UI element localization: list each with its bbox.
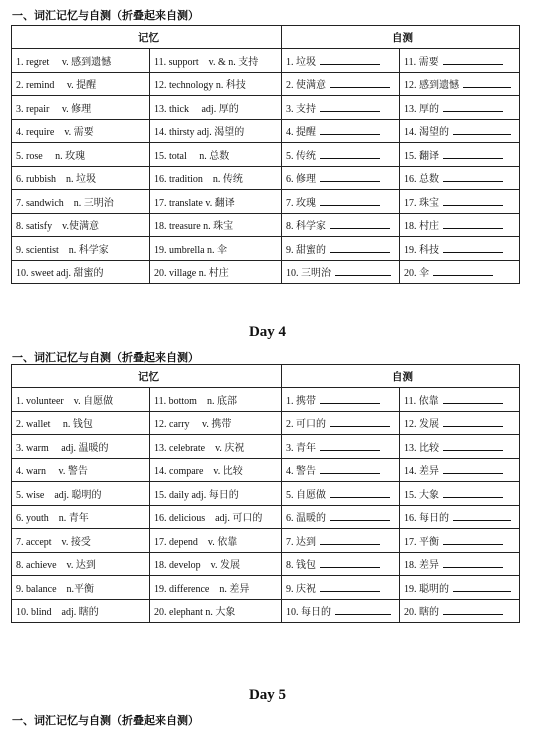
memory-entry: [12, 72, 150, 96]
test-prompt-text: 8. 科学家: [286, 221, 326, 233]
memory-entry-text: 15. daily adj. 每日的: [154, 489, 239, 501]
test-prompt-text: 4. 警告: [286, 466, 316, 478]
memory-entry-text: 7. accept v. 接受: [16, 536, 91, 548]
test-prompt: [400, 505, 520, 529]
test-prompt-text: 17. 平衡: [404, 536, 439, 548]
answer-blank[interactable]: [330, 488, 390, 498]
memory-entry: [12, 260, 150, 284]
test-prompt-text: 3. 支持: [286, 103, 316, 115]
memory-entry: [12, 505, 150, 529]
memory-entry: [12, 435, 150, 459]
memory-entry: [150, 72, 282, 96]
answer-blank[interactable]: [320, 558, 380, 568]
answer-blank[interactable]: [320, 102, 380, 112]
answer-blank[interactable]: [320, 394, 380, 404]
test-prompt: [282, 411, 400, 435]
table-row: [12, 72, 520, 96]
memory-entry-text: 4. require v. 需要: [16, 127, 94, 139]
test-prompt: [282, 576, 400, 600]
test-prompt: [282, 260, 400, 284]
test-prompt-text: 10. 每日的: [286, 607, 331, 619]
test-prompt: [400, 552, 520, 576]
answer-blank[interactable]: [443, 243, 503, 253]
answer-blank[interactable]: [335, 266, 391, 276]
test-prompt: [400, 260, 520, 284]
memory-entry-text: 17. depend v. 依靠: [154, 536, 238, 548]
answer-blank[interactable]: [443, 394, 503, 404]
test-prompt: [282, 458, 400, 482]
memory-entry: [150, 49, 282, 73]
memory-entry-text: 9. scientist n. 科学家: [16, 244, 109, 256]
test-prompt: [400, 119, 520, 143]
test-prompt-text: 10. 三明治: [286, 268, 331, 280]
memory-entry: [12, 482, 150, 506]
header-test: 自测: [282, 26, 520, 49]
memory-entry-text: 18. develop v. 发展: [154, 560, 241, 572]
memory-entry: [12, 96, 150, 120]
day-5-title: Day 5: [248, 687, 287, 703]
answer-blank[interactable]: [443, 464, 503, 474]
test-prompt-text: 14. 渴望的: [404, 127, 449, 139]
answer-blank[interactable]: [330, 78, 390, 88]
table-row: [12, 96, 520, 120]
test-prompt: [282, 143, 400, 167]
answer-blank[interactable]: [443, 172, 503, 182]
test-prompt: [400, 576, 520, 600]
answer-blank[interactable]: [320, 464, 380, 474]
test-prompt: [282, 552, 400, 576]
memory-entry: [150, 96, 282, 120]
test-prompt-text: 11. 需要: [404, 56, 439, 68]
header-test: 自测: [282, 365, 520, 388]
memory-entry: [150, 237, 282, 261]
test-prompt: [282, 96, 400, 120]
memory-entry-text: 1. volunteer v. 自愿做: [16, 395, 114, 407]
memory-entry-text: 2. remind v. 提醒: [16, 80, 97, 92]
test-prompt: [400, 529, 520, 553]
memory-entry: [150, 190, 282, 214]
test-prompt: [400, 190, 520, 214]
test-prompt-text: 16. 每日的: [404, 513, 449, 525]
answer-blank[interactable]: [443, 196, 503, 206]
memory-entry-text: 10. sweet adj. 甜蜜的: [16, 268, 104, 280]
answer-blank[interactable]: [443, 417, 503, 427]
test-prompt: [282, 435, 400, 459]
test-prompt-text: 1. 携带: [286, 395, 316, 407]
header-memory: 记忆: [12, 26, 282, 49]
answer-blank[interactable]: [463, 78, 511, 88]
table-row: [12, 49, 520, 73]
test-prompt-text: 9. 甜蜜的: [286, 244, 326, 256]
memory-entry: [150, 599, 282, 623]
test-prompt-text: 16. 总数: [404, 174, 439, 186]
table-row: [12, 505, 520, 529]
table-row: [12, 529, 520, 553]
table-row: [12, 599, 520, 623]
memory-entry-text: 15. total n. 总数: [154, 150, 230, 162]
memory-entry: [12, 143, 150, 167]
memory-entry-text: 5. wise adj. 聪明的: [16, 489, 102, 501]
test-prompt: [282, 599, 400, 623]
memory-entry: [150, 576, 282, 600]
answer-blank[interactable]: [320, 535, 380, 545]
memory-entry-text: 12. carry v. 携带: [154, 419, 232, 431]
table-row: [12, 458, 520, 482]
test-prompt: [400, 166, 520, 190]
answer-blank[interactable]: [320, 441, 380, 451]
memory-entry-text: 2. wallet n. 钱包: [16, 419, 93, 431]
answer-blank[interactable]: [443, 558, 503, 568]
test-prompt-text: 12. 发展: [404, 419, 439, 431]
answer-blank[interactable]: [320, 149, 380, 159]
memory-entry-text: 9. balance n.平衡: [16, 583, 95, 595]
memory-entry: [150, 529, 282, 553]
table-row: [12, 411, 520, 435]
answer-blank[interactable]: [443, 149, 503, 159]
test-prompt-text: 11. 依靠: [404, 395, 439, 407]
memory-entry-text: 14. thirsty adj. 渴望的: [154, 127, 245, 139]
memory-entry: [150, 552, 282, 576]
memory-entry-text: 20. village n. 村庄: [154, 268, 229, 280]
memory-entry-text: 3. repair v. 修理: [16, 103, 92, 115]
memory-entry-text: 13. celebrate v. 庆祝: [154, 442, 245, 454]
test-prompt: [282, 482, 400, 506]
memory-entry-text: 8. achieve v. 达到: [16, 560, 96, 572]
test-prompt: [282, 119, 400, 143]
memory-entry-text: 16. tradition n. 传统: [154, 174, 243, 186]
answer-blank[interactable]: [320, 582, 380, 592]
memory-entry-text: 11. bottom n. 底部: [154, 395, 237, 407]
memory-entry: [12, 599, 150, 623]
memory-entry: [12, 213, 150, 237]
test-prompt: [400, 411, 520, 435]
memory-entry-text: 20. elephant n. 大象: [154, 607, 236, 619]
test-prompt: [400, 237, 520, 261]
memory-entry-text: 18. treasure n. 珠宝: [154, 221, 234, 233]
test-prompt-text: 1. 垃圾: [286, 56, 316, 68]
memory-entry-text: 4. warn v. 警告: [16, 466, 88, 478]
memory-entry-text: 16. delicious adj. 可口的: [154, 513, 263, 525]
test-prompt-text: 7. 玫瑰: [286, 197, 316, 209]
memory-entry-text: 6. youth n. 青年: [16, 513, 89, 525]
table-row: [12, 482, 520, 506]
table-row: [12, 435, 520, 459]
test-prompt: [400, 458, 520, 482]
answer-blank[interactable]: [320, 125, 380, 135]
memory-entry: [12, 576, 150, 600]
test-prompt-text: 19. 聪明的: [404, 583, 449, 595]
table-row: [12, 166, 520, 190]
answer-blank[interactable]: [330, 417, 390, 427]
memory-entry: [12, 388, 150, 412]
answer-blank[interactable]: [433, 266, 493, 276]
answer-blank[interactable]: [453, 511, 511, 521]
answer-blank[interactable]: [443, 441, 503, 451]
table-row: [12, 260, 520, 284]
test-prompt-text: 15. 大象: [404, 489, 439, 501]
memory-entry: [150, 435, 282, 459]
header-memory: 记忆: [12, 365, 282, 388]
test-prompt-text: 18. 村庄: [404, 221, 439, 233]
answer-blank[interactable]: [453, 125, 511, 135]
memory-entry: [150, 411, 282, 435]
memory-entry-text: 17. translate v. 翻译: [154, 197, 235, 209]
memory-entry-text: 7. sandwich n. 三明治: [16, 197, 114, 209]
memory-entry-text: 11. support v. & n. 支持: [154, 56, 259, 68]
table-row: [12, 237, 520, 261]
memory-entry: [12, 166, 150, 190]
memory-entry-text: 3. warm adj. 温暖的: [16, 442, 109, 454]
table-row: [12, 552, 520, 576]
test-prompt: [282, 190, 400, 214]
memory-entry-text: 19. difference n. 差异: [154, 583, 250, 595]
answer-blank[interactable]: [453, 582, 511, 592]
table-row: [12, 119, 520, 143]
test-prompt: [282, 166, 400, 190]
test-prompt-text: 2. 可口的: [286, 419, 326, 431]
answer-blank[interactable]: [443, 219, 503, 229]
test-prompt: [282, 237, 400, 261]
memory-entry-text: 5. rose n. 玫瑰: [16, 150, 86, 162]
test-prompt-text: 7. 达到: [286, 536, 316, 548]
vocab-table-1: [11, 25, 520, 284]
answer-blank[interactable]: [320, 55, 380, 65]
test-prompt: [282, 213, 400, 237]
test-prompt: [400, 599, 520, 623]
answer-blank[interactable]: [335, 605, 391, 615]
test-prompt: [282, 505, 400, 529]
section-heading-2: 一、词汇记忆与自测（折叠起来自测）: [12, 351, 199, 364]
test-prompt: [400, 388, 520, 412]
test-prompt: [400, 49, 520, 73]
section-heading-3: 一、词汇记忆与自测（折叠起来自测）: [12, 714, 199, 727]
memory-entry-text: 6. rubbish n. 垃圾: [16, 174, 96, 186]
test-prompt: [400, 435, 520, 459]
memory-entry-text: 1. regret v. 感到遗憾: [16, 56, 112, 68]
table-row: [12, 576, 520, 600]
memory-entry: [12, 411, 150, 435]
answer-blank[interactable]: [330, 243, 390, 253]
test-prompt-text: 13. 厚的: [404, 103, 439, 115]
answer-blank[interactable]: [443, 102, 503, 112]
test-prompt: [400, 72, 520, 96]
day-4-title: Day 4: [248, 324, 287, 340]
test-prompt-text: 13. 比较: [404, 442, 439, 454]
test-prompt-text: 2. 使满意: [286, 80, 326, 92]
memory-entry: [150, 388, 282, 412]
memory-entry: [12, 458, 150, 482]
vocab-table-2: [11, 364, 520, 623]
answer-blank[interactable]: [443, 605, 503, 615]
memory-entry: [150, 260, 282, 284]
memory-entry-text: 19. umbrella n. 伞: [154, 244, 228, 256]
test-prompt: [400, 96, 520, 120]
memory-entry: [150, 458, 282, 482]
test-prompt-text: 17. 珠宝: [404, 197, 439, 209]
memory-entry: [12, 237, 150, 261]
memory-entry: [150, 505, 282, 529]
test-prompt: [400, 213, 520, 237]
memory-entry-text: 14. compare v. 比较: [154, 466, 243, 478]
memory-entry-text: 8. satisfy v.使满意: [16, 221, 99, 233]
memory-entry-text: 12. technology n. 科技: [154, 80, 246, 92]
memory-entry: [12, 552, 150, 576]
answer-blank[interactable]: [320, 196, 380, 206]
memory-entry-text: 13. thick adj. 厚的: [154, 103, 239, 115]
section-heading-1: 一、词汇记忆与自测（折叠起来自测）: [12, 9, 199, 22]
memory-entry: [150, 213, 282, 237]
memory-entry: [12, 190, 150, 214]
test-prompt-text: 20. 伞: [404, 268, 429, 280]
memory-entry: [150, 166, 282, 190]
answer-blank[interactable]: [320, 172, 380, 182]
test-prompt: [400, 143, 520, 167]
answer-blank[interactable]: [330, 219, 390, 229]
test-prompt-text: 8. 钱包: [286, 560, 316, 572]
test-prompt-text: 19. 科技: [404, 244, 439, 256]
memory-entry: [12, 49, 150, 73]
test-prompt: [282, 388, 400, 412]
test-prompt: [282, 72, 400, 96]
test-prompt-text: 9. 庆祝: [286, 583, 316, 595]
memory-entry: [12, 119, 150, 143]
table-row: [12, 190, 520, 214]
memory-entry: [150, 119, 282, 143]
table-row: [12, 213, 520, 237]
test-prompt: [282, 49, 400, 73]
answer-blank[interactable]: [443, 488, 503, 498]
answer-blank[interactable]: [443, 55, 503, 65]
answer-blank[interactable]: [443, 535, 503, 545]
table-row: [12, 143, 520, 167]
test-prompt: [400, 482, 520, 506]
test-prompt-text: 5. 传统: [286, 150, 316, 162]
test-prompt-text: 18. 差异: [404, 560, 439, 572]
test-prompt-text: 6. 修理: [286, 174, 316, 186]
answer-blank[interactable]: [330, 511, 390, 521]
memory-entry: [12, 529, 150, 553]
test-prompt-text: 3. 青年: [286, 442, 316, 454]
test-prompt-text: 5. 自愿做: [286, 489, 326, 501]
table-row: [12, 388, 520, 412]
test-prompt-text: 20. 瞎的: [404, 607, 439, 619]
memory-entry: [150, 482, 282, 506]
memory-entry-text: 10. blind adj. 瞎的: [16, 607, 99, 619]
test-prompt-text: 12. 感到遗憾: [404, 80, 459, 92]
test-prompt-text: 4. 提醒: [286, 127, 316, 139]
test-prompt-text: 6. 温暖的: [286, 513, 326, 525]
test-prompt-text: 15. 翻译: [404, 150, 439, 162]
memory-entry: [150, 143, 282, 167]
test-prompt: [282, 529, 400, 553]
test-prompt-text: 14. 差异: [404, 466, 439, 478]
